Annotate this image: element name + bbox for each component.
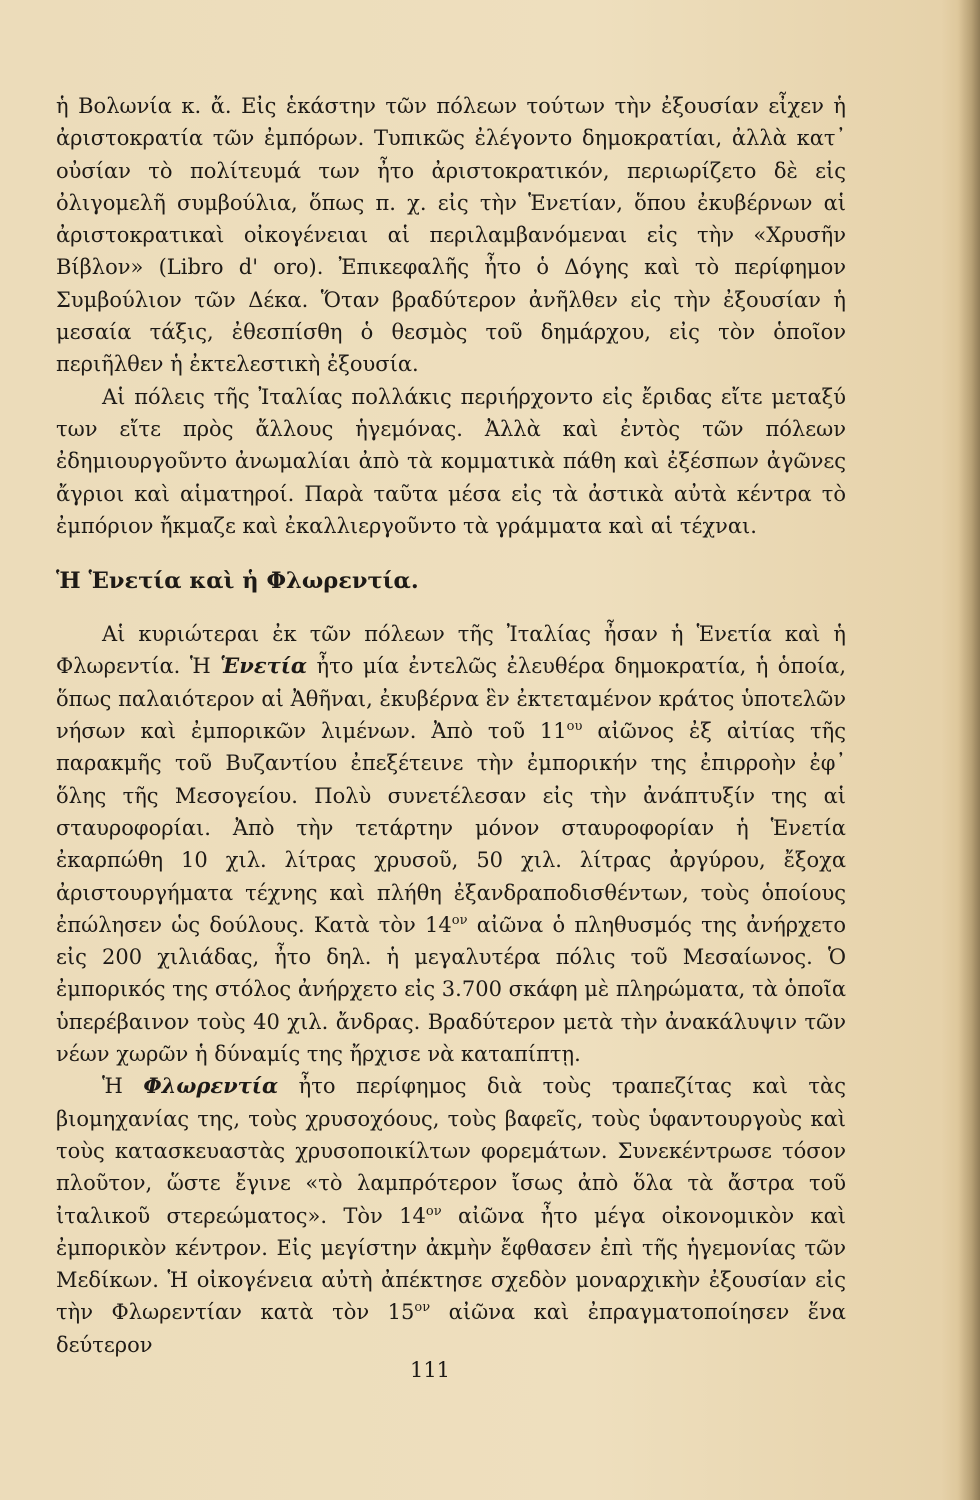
superscript: ον <box>414 1300 431 1316</box>
superscript: ον <box>425 1203 442 1219</box>
paragraph-4-text-a: Ἡ <box>102 1074 144 1099</box>
emphasis-florence: Φλωρεντία <box>143 1073 279 1099</box>
paragraph-4-text-b: ἦτο περίφημος διὰ τοὺς τραπεζίτας καὶ τὰς βιομηχανίας της, τοὺς χρυσοχόους, τοὺς βαφεῖς, τοὺς ὑφαντουργοὺς καὶ τοὺς κατασκευαστὰς χρυσοποικίλτων φορεμάτων. Συνεκέντρωσε τόσον πλοῦτον, ὥστε ἔγινε «τὸ λαμπρότερον ἴσως ἀπὸ ὅλα τὰ ἄστρα τοῦ ἰταλικοῦ στερεώματος». Τὸν 14 <box>56 1074 846 1228</box>
paragraph-1: ἡ Βολωνία κ. ἄ. Εἰς ἑκάστην τῶν πόλεων τούτων τὴν ἐξουσίαν εἶχεν ἡ ἀριστοκρατία τῶν ἐμπόρων. Τυπικῶς ἐλέγοντο δημοκρατίαι, ἀλλὰ κατ᾽ οὐσίαν τὸ πολίτευμά των ἦτο ἀριστοκρατικόν, περιωρίζετο δὲ εἰς ὀλιγομελῆ συμβούλια, ὅπως π. χ. εἰς τὴν Ἑνετίαν, ὅπου ἐκυβέρνων αἱ ἀριστοκρατικαὶ οἰκογένειαι αἱ περιλαμβανόμεναι εἰς τὴν «Χρυσῆν Βίβλον» (Libro d' oro). Ἐπικεφαλῆς ἦτο ὁ Δόγης καὶ τὸ περίφημον Συμβούλιον τῶν Δέκα. Ὅταν βραδύτερον ἀνῆλθεν εἰς τὴν ἐξουσίαν ἡ μεσαία τάξις, ἐθεσπίσθη ὁ θεσμὸς τοῦ δημάρχου, εἰς τὸν ὁποῖον περιῆλθεν ἡ ἐκτελεστικὴ ἐξουσία. <box>56 94 846 377</box>
paragraph-3-text-a: Αἱ κυριώτεραι ἐκ τῶν πόλεων τῆς Ἰταλίας ἦσαν ἡ Ἑνετία καὶ ἡ Φλωρεντία. Ἡ <box>56 622 846 679</box>
page-edge-shadow <box>958 0 980 1500</box>
emphasis-venice: Ἑνετία <box>220 653 308 679</box>
superscript: ου <box>566 719 583 735</box>
page-number: 111 <box>409 1358 451 1382</box>
page-body <box>56 90 846 1361</box>
paragraph-3-text-c: αἰῶνος ἐξ αἰτίας τῆς παρακμῆς τοῦ Βυζαντίου ἐπεξέτεινε τὴν ἐμπορικήν της ἐπιρροὴν ἐφ᾽ ὅλης τῆς Μεσογείου. Πολὺ συνετέλεσαν εἰς τὴν ἀνάπτυξίν της αἱ σταυροφορίαι. Ἀπὸ τὴν τετάρτην μόνον σταυροφορίαν ἡ Ἑνετία ἐκαρπώθη 10 χιλ. λίτρας χρυσοῦ, 50 χιλ. λίτρας ἀργύρου, ἔξοχα ἀριστουργήματα τέχνης καὶ πλήθη ἐξανδραποδισθέντων, τοὺς ὁποίους ἐπώλησεν ὡς δούλους. Κατὰ τὸν 14 <box>56 719 846 937</box>
superscript: ον <box>451 912 468 928</box>
paragraph-4 <box>56 1070 846 1361</box>
paragraph-3-text-b: ἦτο μία ἐντελῶς ἐλευθέρα δημοκρατία, ἡ ὁποία, ὅπως παλαιότερον αἱ Ἀθῆναι, ἐκυβέρνα ἓν ἐκτεταμένον κράτος ὑποτελῶν νήσων καὶ ἐμπορικῶν λιμένων. Ἀπὸ τοῦ 11 <box>56 654 846 744</box>
paragraph-4-text-d: αἰῶνα καὶ ἐπραγματοποίησεν ἕνα δεύτερον <box>56 1300 846 1357</box>
paragraph-3 <box>56 618 846 1070</box>
paragraph-4-text-c: αἰῶνα ἦτο μέγα οἰκονομικὸν καὶ ἐμπορικὸν κέντρον. Εἰς μεγίστην ἀκμὴν ἔφθασεν ἐπὶ τῆς ἡγεμονίας τῶν Μεδίκων. Ἡ οἰκογένεια αὐτὴ ἀπέκτησε σχεδὸν μοναρχικὴν ἐξουσίαν εἰς τὴν Φλωρεντίαν κατὰ τὸν 15 <box>56 1203 846 1325</box>
paragraph-3-text-d: αἰῶνα ὁ πληθυσμός της ἀνήρχετο εἰς 200 χιλιάδας, ἦτο δηλ. ἡ μεγαλυτέρα πόλις τοῦ Μεσαίωνος. Ὁ ἐμπορικός της στόλος ἀνήρχετο εἰς 3.700 σκάφη μὲ πληρώματα, τὰ ὁποῖα ὑπερέβαινον τοὺς 40 χιλ. ἄνδρας. Βραδύτερον μετὰ τὴν ἀνακάλυψιν τῶν νέων χωρῶν ἡ δύναμίς της ἤρχισε νὰ καταπίπτῃ. <box>56 912 847 1067</box>
paragraph-2: Αἱ πόλεις τῆς Ἰταλίας πολλάκις περιήρχοντο εἰς ἔριδας εἴτε μεταξύ των εἴτε πρὸς ἄλλους ἡγεμόνας. Ἀλλὰ καὶ ἐντὸς τῶν πόλεων ἐδημιουργοῦντο ἀνωμαλίαι ἀπὸ τὰ κομματικὰ πάθη καὶ ἐξέσπων ἀγῶνες ἄγριοι καὶ αἱματηροί. Παρὰ ταῦτα μέσα εἰς τὰ ἀστικὰ αὐτὰ κέντρα τὸ ἐμπόριον ἤκμαζε καὶ ἐκαλλιεργοῦντο τὰ γράμματα καὶ αἱ τέχναι. <box>56 384 846 538</box>
section-heading: Ἡ Ἑνετία καὶ ἡ Φλωρεντία. <box>56 568 419 595</box>
